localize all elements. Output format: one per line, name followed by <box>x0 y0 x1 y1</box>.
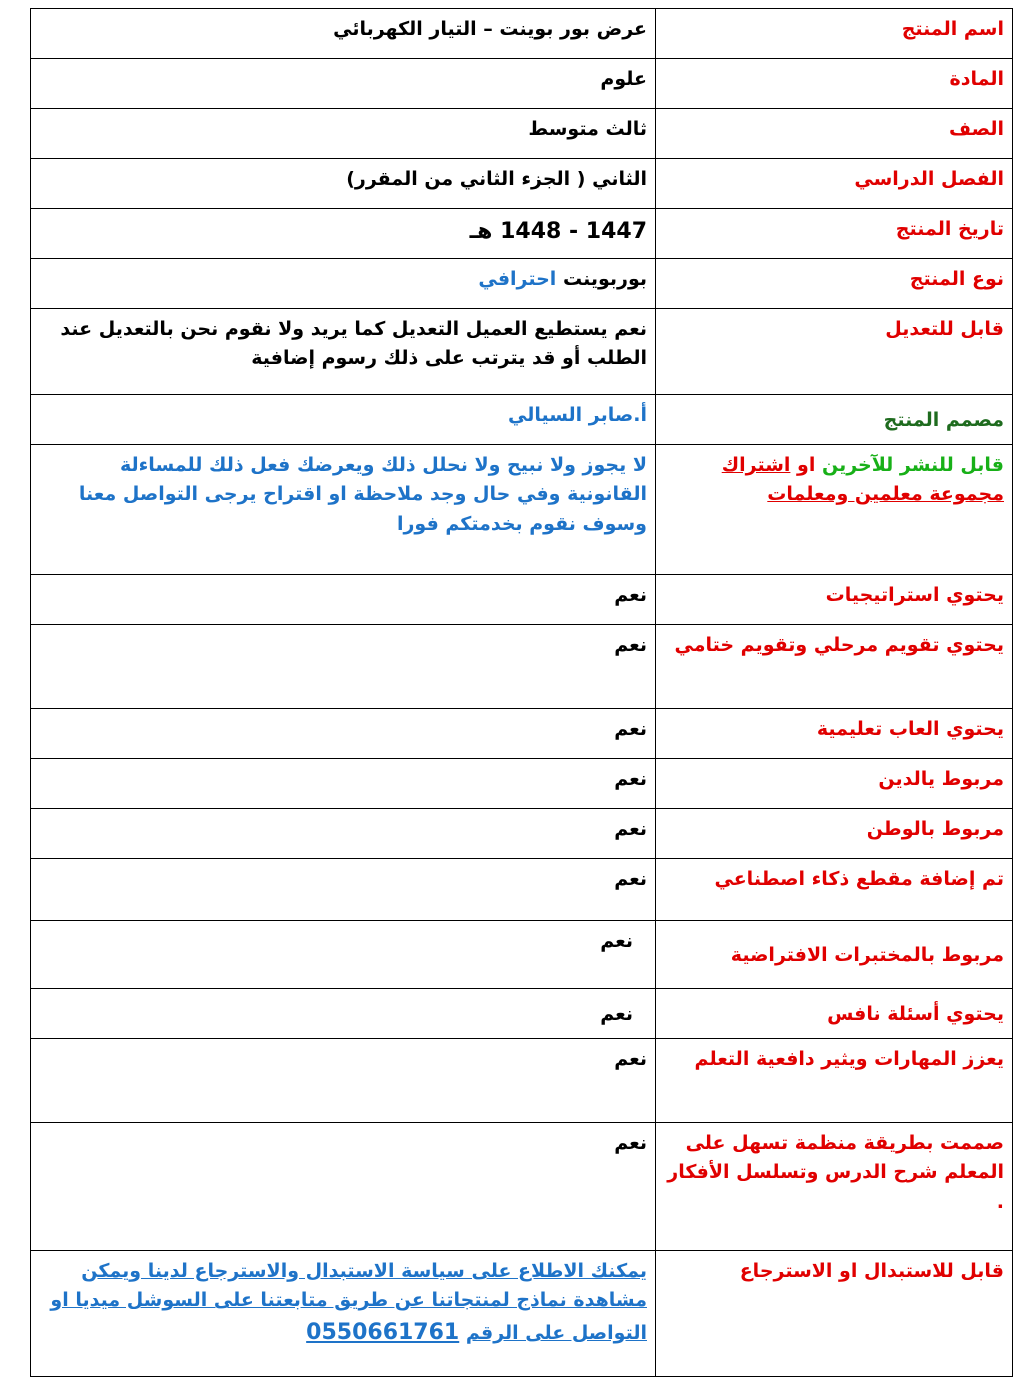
label-labs: مربوط بالمختبرات الافتراضية <box>656 921 1013 989</box>
value-editable: نعم يستطيع العميل التعديل كما يريد ولا نقوم نحن بالتعديل عند الطلب أو قد يترتب على ذلك رسوم إضافية <box>31 309 656 395</box>
value-assessment: نعم <box>31 625 656 709</box>
row-semester <box>31 159 1013 209</box>
label-refund: قابل للاستبدال او الاسترجاع <box>656 1251 1013 1377</box>
value-strategies: نعم <box>31 575 656 625</box>
value-type-highlight: احترافي <box>478 268 557 290</box>
row-nafes <box>31 989 1013 1039</box>
row-homeland <box>31 809 1013 859</box>
row-ai <box>31 859 1013 921</box>
row-product-name <box>31 9 1013 59</box>
value-type-prefix: بوربوينت <box>562 268 647 290</box>
label-skills: يعزز المهارات ويثير دافعية التعلم <box>656 1039 1013 1123</box>
value-semester: الثاني ( الجزء الثاني من المقرر) <box>31 159 656 209</box>
row-date <box>31 209 1013 259</box>
value-refund-text: يمكنك الاطلاع على سياسة الاستبدال والاسترجاع لدينا ويمكن مشاهدة نماذج لمنتجاتنا عن طريق متابعتنا على السوشل ميديا او التواصل على الرقم <box>50 1260 647 1344</box>
label-ai: تم إضافة مقطع ذكاء اصطناعي <box>656 859 1013 921</box>
value-publish: لا يجوز ولا نبيح ولا نحلل ذلك ويعرضك فعل ذلك للمساءلة القانونية وفي حال وجد ملاحظة او اقتراح يرجى التواصل معنا وسوف نقوم بخدمتكم فورا <box>31 445 656 575</box>
value-designer: أ.صابر السيالي <box>31 395 656 445</box>
value-date: 1447 - 1448 هـ <box>31 209 656 259</box>
row-strategies <box>31 575 1013 625</box>
label-grade: الصف <box>656 109 1013 159</box>
label-religion: مربوط يالدين <box>656 759 1013 809</box>
label-publish-part4: مجموعة معلمين ومعلمات <box>767 483 1004 506</box>
row-games <box>31 709 1013 759</box>
row-type <box>31 259 1013 309</box>
value-homeland: نعم <box>31 809 656 859</box>
row-designer <box>31 395 1013 445</box>
row-refund <box>31 1251 1013 1377</box>
label-homeland: مربوط بالوطن <box>656 809 1013 859</box>
row-subject <box>31 59 1013 109</box>
value-refund <box>31 1251 656 1377</box>
label-publish-part3: اشتراك <box>721 454 791 476</box>
label-type: نوع المنتج <box>656 259 1013 309</box>
product-info-table <box>30 8 1013 1377</box>
row-assessment <box>31 625 1013 709</box>
row-organized <box>31 1123 1013 1251</box>
label-publish-part2: او <box>797 454 816 476</box>
row-editable <box>31 309 1013 395</box>
value-games: نعم <box>31 709 656 759</box>
value-religion: نعم <box>31 759 656 809</box>
label-publish <box>656 445 1013 575</box>
value-subject: علوم <box>31 59 656 109</box>
value-nafes: نعم <box>31 989 656 1039</box>
label-nafes: يحتوي أسئلة نافس <box>656 989 1013 1039</box>
label-strategies: يحتوي استراتيجيات <box>656 575 1013 625</box>
row-labs <box>31 921 1013 989</box>
label-editable: قابل للتعديل <box>656 309 1013 395</box>
value-product-name: عرض بور بوينت – التيار الكهربائي <box>31 9 656 59</box>
row-grade <box>31 109 1013 159</box>
label-publish-part1: قابل للنشر للآخرين <box>821 454 1004 476</box>
value-refund-phone: 0550661761 <box>306 1319 460 1345</box>
row-publish <box>31 445 1013 575</box>
label-date: تاريخ المنتج <box>656 209 1013 259</box>
label-subject: المادة <box>656 59 1013 109</box>
value-grade: ثالث متوسط <box>31 109 656 159</box>
row-religion <box>31 759 1013 809</box>
label-games: يحتوي العاب تعليمية <box>656 709 1013 759</box>
value-ai: نعم <box>31 859 656 921</box>
product-info-sheet <box>30 8 1004 1377</box>
value-type <box>31 259 656 309</box>
label-semester: الفصل الدراسي <box>656 159 1013 209</box>
value-skills: نعم <box>31 1039 656 1123</box>
value-labs: نعم <box>31 921 656 989</box>
label-organized: صممت بطريقة منظمة تسهل على المعلم شرح الدرس وتسلسل الأفكار . <box>656 1123 1013 1251</box>
row-skills <box>31 1039 1013 1123</box>
value-organized: نعم <box>31 1123 656 1251</box>
label-designer: مصمم المنتج <box>656 395 1013 445</box>
label-product-name: اسم المنتج <box>656 9 1013 59</box>
label-assessment: يحتوي تقويم مرحلي وتقويم ختامي <box>656 625 1013 709</box>
